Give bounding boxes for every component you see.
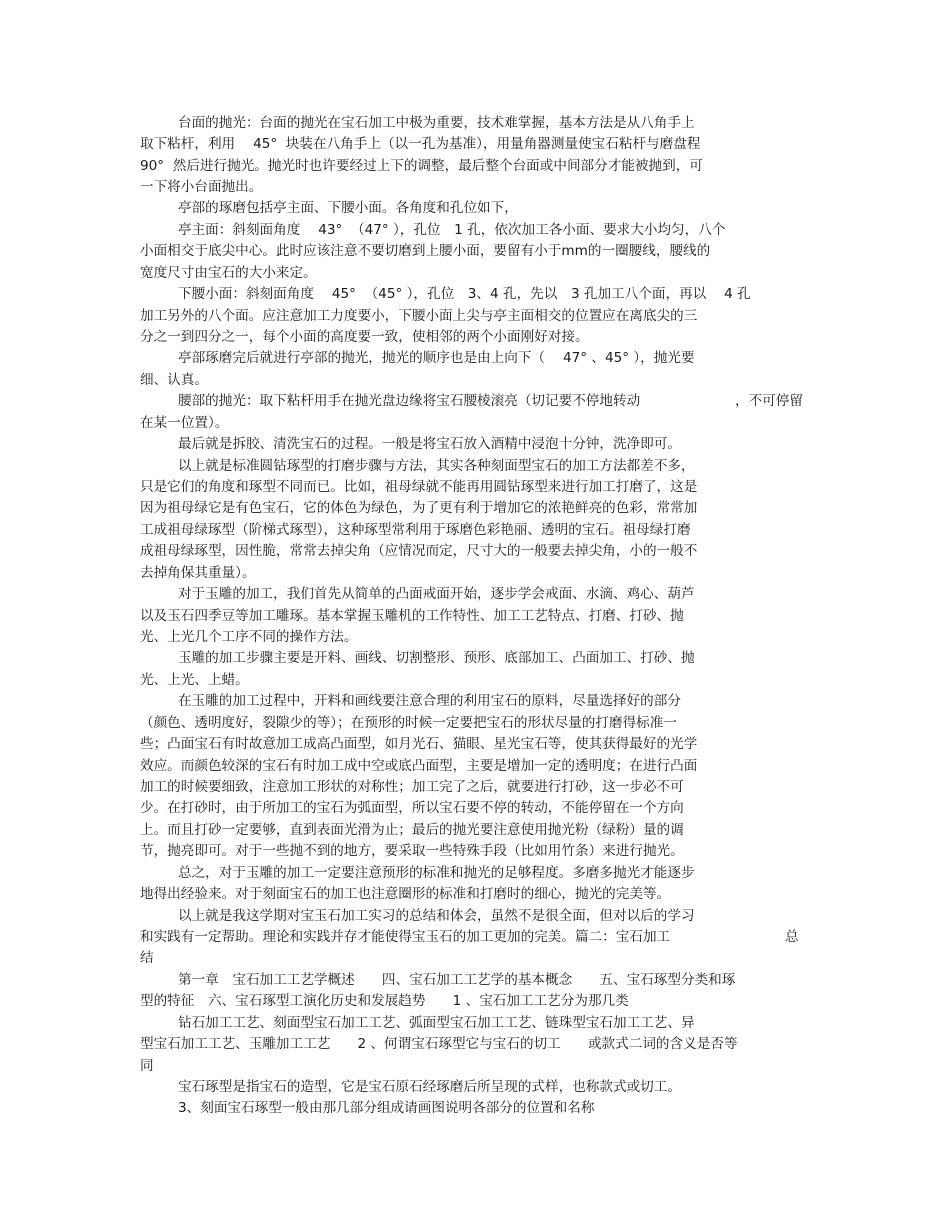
text-line: 台面的抛光：台面的抛光在宝石加工中极为重要，技术难掌握，基本方法是从八角手上 [178, 115, 695, 131]
text-line: 分之一到四分之一，每个小面的高度要一致，使相邻的两个小面刚好对接。 [140, 329, 589, 345]
text-line: 以及玉石四季豆等加工雕琢。基本掌握玉雕机的工作特性、加工工艺特点、打磨、打砂、抛 [140, 608, 684, 624]
text-line: 宝石琢型是指宝石的造型，它是宝石原石经琢磨后所呈现的式样，也称款式或切工。 [178, 1079, 681, 1095]
text-line: 细、认真。 [140, 372, 208, 388]
text-line: 上。而且打砂一定要够，直到表面光滑为止；最后的抛光要注意使用抛光粉（绿粉）量的调 [140, 822, 684, 838]
text-line: 成祖母绿琢型，因性脆，常常去掉尖角（应情况而定，尺寸大的一般要去掉尖角，小的一般不 [140, 543, 698, 559]
text-line: 工成祖母绿琢型（阶梯式琢型），这种琢型常利用于琢磨色彩艳丽、透明的宝石。祖母绿打磨 [140, 522, 691, 538]
text-line: 因为祖母绿它是有色宝石，它的体色为绿色，为了更有利于增加它的浓艳鲜亮的色彩，常常加 [140, 500, 698, 516]
text-line: 对于玉雕的加工，我们首先从简单的凸面戒面开始，逐步学会戒面、水滴、鸡心、葫芦 [178, 586, 695, 602]
text-line: 3、刻面宝石琢型一般由那几部分组成请画图说明各部分的位置和名称 [178, 1100, 595, 1116]
text-line: 下腰小面：斜刻面角度 45° （45° ），孔位 3、4 孔，先以 3 孔加工八个面，再以 4 孔 [178, 286, 751, 302]
text-line: 型宝石加工工艺、玉雕加工工艺 2 、何谓宝石琢型它与宝石的切工 或款式二词的含义是否等 [140, 1036, 738, 1052]
text-line: 在某一位置）。 [140, 415, 229, 431]
text-line: 90° 然后进行抛光。抛光时也许要经过上下的调整，最后整个台面或中间部分才能被抛到，可 [140, 158, 703, 174]
text-line: 以上就是我这学期对宝玉石加工实习的总结和体会，虽然不是很全面，但对以后的学习 [178, 908, 695, 924]
text-line: 总 [785, 929, 799, 945]
text-line: 亭部的琢磨包括亭主面、下腰小面。各角度和孔位如下， [178, 200, 518, 216]
text-line: 和实践有一定帮助。理论和实践并存才能使得宝玉石的加工更加的完美。篇二：宝石加工 [140, 929, 671, 945]
text-line: 加工的时候要细致，注意加工形状的对称性；加工完了之后，就要进行打砂，这一步必不可 [140, 779, 684, 795]
text-line: 节，抛亮即可。对于一些抛不到的地方，要采取一些特殊手段（比如用竹条）来进行抛光。 [140, 843, 684, 859]
text-line: 腰部的抛光：取下粘杆用手在抛光盘边缘将宝石腰棱滚亮（切记要不停地转动 [178, 393, 641, 409]
text-line: 去掉角保其重量）。 [140, 565, 256, 581]
text-line: 些；凸面宝石有时故意加工成高凸面型，如月光石、猫眼、星光宝石等，使其获得最好的光学 [140, 736, 698, 752]
text-line: ，不可停留 [735, 393, 803, 409]
text-line: 钻石加工工艺、刻面型宝石加工工艺、弧面型宝石加工工艺、链珠型宝石加工工艺、异 [178, 1015, 695, 1031]
text-line: 最后就是拆胶、清洗宝石的过程。一般是将宝石放入酒精中浸泡十分钟，洗净即可。 [178, 436, 681, 452]
text-line: 在玉雕的加工过程中，开料和画线要注意合理的利用宝石的原料，尽量选择好的部分 [178, 693, 681, 709]
text-line: 一下将小台面抛出。 [140, 179, 263, 195]
text-line: 玉雕的加工步骤主要是开料、画线、切割整形、预形、底部加工、凸面加工、打砂、抛 [178, 650, 695, 666]
text-line: 光、上光、上蜡。 [140, 672, 249, 688]
text-line: 少。在打砂时，由于所加工的宝石为弧面型，所以宝石要不停的转动，不能停留在一个方向 [140, 800, 684, 816]
text-line: （颜色、透明度好，裂隙少的等）；在预形的时候一定要把宝石的形状尽量的打磨得标准一 [140, 715, 677, 731]
text-line: 结 [140, 950, 154, 966]
text-line: 宽度尺寸由宝石的大小来定。 [140, 265, 317, 281]
text-line: 总之，对于玉雕的加工一定要注意预形的标准和抛光的足够程度。多磨多抛光才能逐步 [178, 865, 695, 881]
text-line: 型的特征 六、宝石琢型工演化历史和发展趋势 1 、宝石加工工艺分为那几类 [140, 993, 629, 1009]
text-line: 只是它们的角度和琢型不同而已。比如，祖母绿就不能再用圆钻琢型来进行加工打磨了，这是 [140, 479, 698, 495]
text-line: 第一章 宝石加工工艺学概述 四、宝石加工工艺学的基本概念 五、宝石琢型分类和琢 [178, 972, 736, 988]
text-line: 地得出经验来。对于刻面宝石的加工也注意圈形的标准和打磨时的细心，抛光的完美等。 [140, 886, 671, 902]
text-line: 同 [140, 1058, 154, 1074]
text-line: 以上就是标准圆钻琢型的打磨步骤与方法，其实各种刻面型宝石的加工方法都差不多， [178, 458, 695, 474]
text-line: 加工另外的八个面。应注意加工力度要小，下腰小面上尖与亭主面相交的位置应在离底尖的三 [140, 308, 698, 324]
text-line: 亭主面：斜刻面角度 43° （47° ），孔位 1 孔，依次加工各小面、要求大小均匀，八个 [178, 222, 726, 238]
text-line: 光、上光几个工序不同的操作方法。 [140, 629, 358, 645]
text-line: 亭部琢磨完后就进行亭部的抛光，抛光的顺序也是由上向下（ 47° 、45° ），抛光要 [178, 350, 695, 366]
text-line: 取下粘杆，利用 45° 块装在八角手上（以一孔为基准），用量角器测量使宝石粘杆与磨盘程 [140, 136, 701, 152]
text-line: 小面相交于底尖中心。此时应该注意不要切磨到上腰小面，要留有小于mm的一圈腰线，腰线的 [140, 243, 711, 259]
text-line: 效应。而颜色较深的宝石有时加工成中空或底凸面型，主要是增加一定的透明度；在进行凸面 [140, 758, 698, 774]
